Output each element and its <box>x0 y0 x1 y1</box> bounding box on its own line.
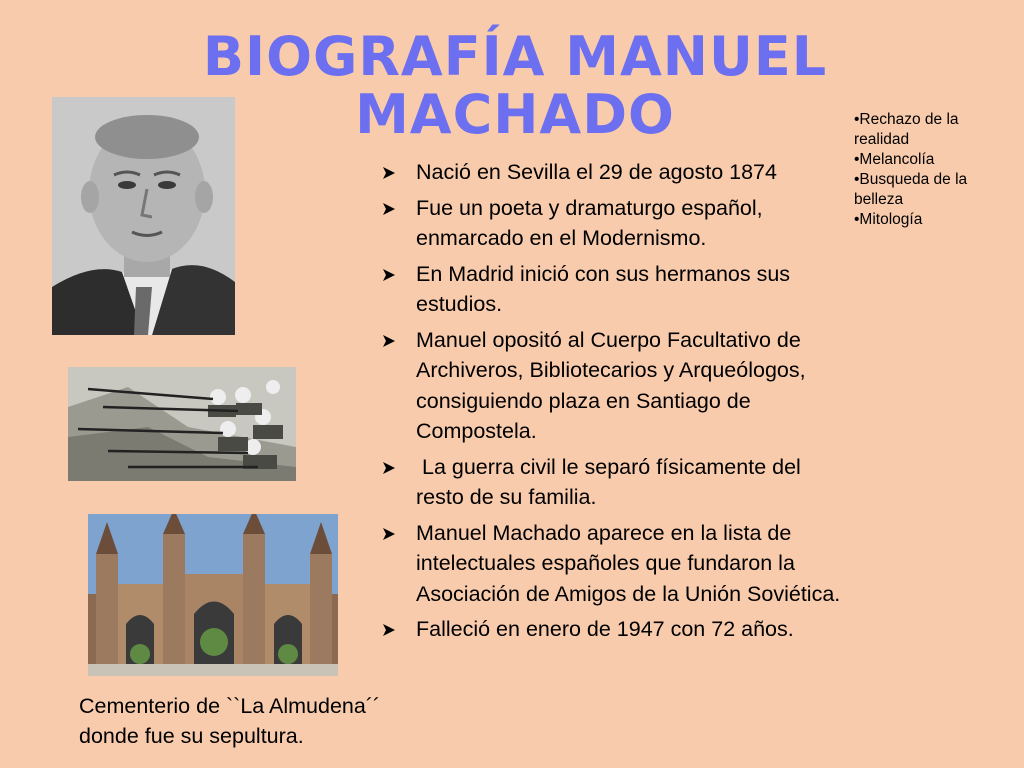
bullet-text: En Madrid inició con sus hermanos sus estudios. <box>416 261 791 316</box>
theme-item: •Rechazo de la realidad <box>854 111 959 148</box>
caption-line-1: Cementerio de ``La Almudena´´ <box>79 694 381 718</box>
bullet-text: Fue un poeta y dramaturgo español, enmarcado en el Modernismo. <box>416 195 763 250</box>
list-item <box>380 325 850 447</box>
list-item <box>380 193 850 254</box>
biography-list <box>380 157 850 650</box>
cemetery-caption <box>79 691 439 751</box>
list-item <box>380 614 850 645</box>
civil-war-photo <box>68 367 296 481</box>
list-item <box>380 452 850 513</box>
bullet-text: Falleció en enero de 1947 con 72 años. <box>416 617 794 641</box>
arrow-bullet-icon <box>382 527 396 541</box>
theme-item: •Busqueda de la belleza <box>854 171 968 208</box>
cemetery-photo <box>88 514 338 676</box>
slide-title <box>150 25 880 146</box>
list-item <box>380 157 850 188</box>
theme-item: •Mitología <box>854 211 923 228</box>
arrow-bullet-icon <box>382 461 396 475</box>
list-item <box>380 518 850 610</box>
arrow-bullet-icon <box>382 166 396 180</box>
arrow-bullet-icon <box>382 268 396 282</box>
bullet-text: La guerra civil le separó físicamente del resto de su familia. <box>416 454 807 509</box>
arrow-bullet-icon <box>382 334 396 348</box>
bullet-text: Nació en Sevilla el 29 de agosto 1874 <box>416 160 777 184</box>
bullet-text: Manuel opositó al Cuerpo Facultativo de Archiveros, Bibliotecarios y Arqueólogos, consiguiendo plaza en Santiago de Compostela. <box>416 327 806 443</box>
arrow-bullet-icon <box>382 623 396 637</box>
theme-item: •Melancolía <box>854 151 935 168</box>
title-line-2: MACHADO <box>355 83 675 146</box>
caption-line-2: donde fue su sepultura. <box>79 724 304 748</box>
bullet-text: Manuel Machado aparece en la lista de intelectuales españoles que fundaron la Asociación de Amigos de la Unión Soviética. <box>416 520 841 606</box>
arrow-bullet-icon <box>382 202 396 216</box>
list-item <box>380 259 850 320</box>
title-line-1: BIOGRAFÍA MANUEL <box>202 25 828 88</box>
